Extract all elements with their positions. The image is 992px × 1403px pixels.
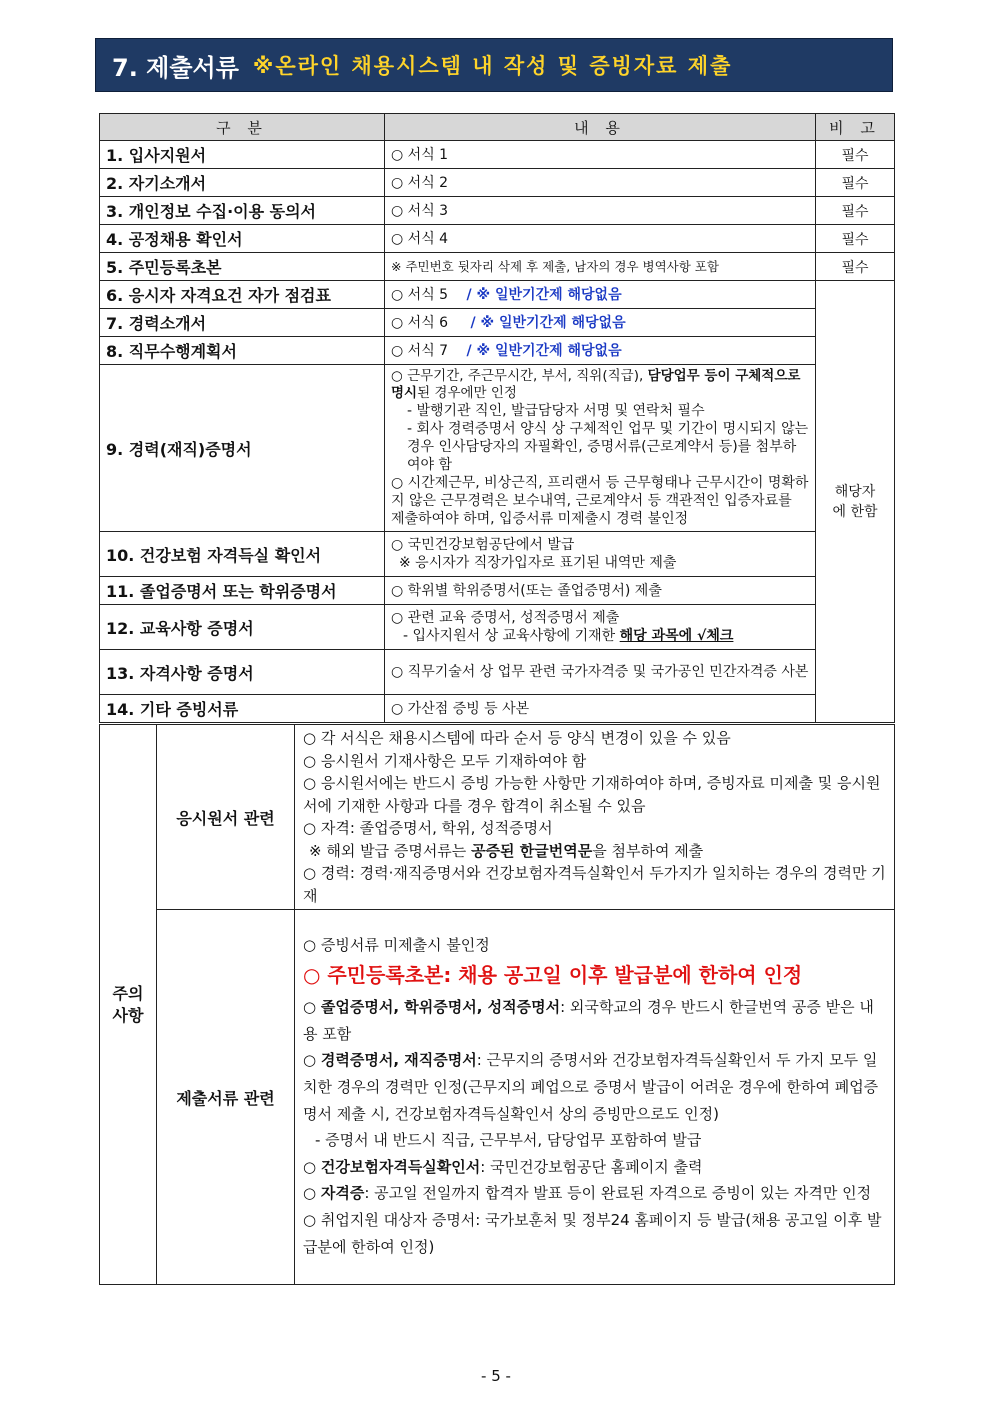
row-label: 5. 주민등록초본 bbox=[100, 253, 385, 281]
row-content: ○ 서식 2 bbox=[385, 169, 816, 197]
row-label: 10. 건강보험 자격득실 확인서 bbox=[100, 532, 385, 577]
row-content: ○ 국민건강보험공단에서 발급 ※ 응시자가 직장가입자로 표기된 내역만 제출 bbox=[385, 532, 816, 577]
merged-remark: 해당자에 한함 bbox=[816, 281, 895, 723]
page-number: - 5 - bbox=[481, 1367, 511, 1385]
row-content: ○ 관련 교육 증명서, 성적증명서 제출 - 입사지원서 상 교육사항에 기재한 해당 과목에 √체크 bbox=[385, 605, 816, 650]
table-row bbox=[100, 169, 895, 197]
row-content bbox=[385, 337, 816, 365]
row-label: 6. 응시자 자격요건 자가 점검표 bbox=[100, 281, 385, 309]
table-row bbox=[100, 532, 895, 577]
exemption-note: / ※ 일반기간제 해당없음 bbox=[470, 314, 626, 331]
row-label: 3. 개인정보 수집·이용 동의서 bbox=[100, 197, 385, 225]
row-label: 7. 경력소개서 bbox=[100, 309, 385, 337]
row-content: ※ 주민번호 뒷자리 삭제 후 제출, 남자의 경우 병역사항 포함 bbox=[385, 253, 816, 281]
table-row bbox=[100, 225, 895, 253]
notes-table bbox=[99, 724, 895, 1285]
row-label: 9. 경력(재직)증명서 bbox=[100, 365, 385, 532]
header-remark: 비 고 bbox=[816, 114, 895, 141]
table-row bbox=[100, 605, 895, 650]
form-ref: ○ 서식 7 bbox=[391, 342, 449, 359]
row-content: ○ 서식 4 bbox=[385, 225, 816, 253]
notes-row-application bbox=[100, 725, 895, 910]
table-row bbox=[100, 695, 895, 723]
table-row bbox=[100, 309, 895, 337]
table-row bbox=[100, 650, 895, 695]
row-label: 2. 자기소개서 bbox=[100, 169, 385, 197]
form-ref: ○ 서식 5 bbox=[391, 286, 449, 303]
row-remark: 필수 bbox=[816, 169, 895, 197]
exemption-note: / ※ 일반기간제 해당없음 bbox=[466, 342, 622, 359]
document-notes: ○ 증빙서류 미제출시 불인정 ○ 주민등록초본: 채용 공고일 이후 발급분에 한하여 인정 ○ 졸업증명서, 학위증명서, 성적증명서: 외국학교의 경우 반드시 한글번역 공증 받은 내용 포함 ○ 경력증명서, 재직증명서: 근무지의 증명서와 건강보험자격득실확인서 두 가지 모두 일치한 경우의 경력만 인정(근무지의 폐업으로 증명서 발급이 어려운 경우에 한하여 폐업증명서 제출 시, 건강보험자격득실확인서 상의 증빙만으로도 인정) - 증명서 내 반드시 직급, 근무부서, 담당업무 포함하여 발급 ○ 건강보험자격득실확인서: 국민건강보험공단 홈페이지 출력 ○ 자격증: 공고일 전일까지 합격자 발표 등이 완료된 자격으로 증빙이 있는 자격만 인정 ○ 취업지원 대상자 증명서: 국가보훈처 및 정부24 홈페이지 등 발급(채용 공고일 이후 발급분에 한하여 인정) bbox=[295, 910, 895, 1285]
row-content bbox=[385, 281, 816, 309]
row-remark: 필수 bbox=[816, 141, 895, 169]
row-label: 12. 교육사항 증명서 bbox=[100, 605, 385, 650]
row-label: 14. 기타 증빙서류 bbox=[100, 695, 385, 723]
row-label: 1. 입사지원서 bbox=[100, 141, 385, 169]
row-content: ○ 가산점 증빙 등 사본 bbox=[385, 695, 816, 723]
row-content: ○ 직무기술서 상 업무 관련 국가자격증 및 국가공인 민간자격증 사본 bbox=[385, 650, 816, 695]
row-remark: 필수 bbox=[816, 197, 895, 225]
notes-row-documents bbox=[100, 910, 895, 1285]
table-row bbox=[100, 141, 895, 169]
table-row bbox=[100, 253, 895, 281]
table-row bbox=[100, 577, 895, 605]
table-header-row bbox=[100, 114, 895, 141]
application-notes-label: 응시원서 관련 bbox=[157, 725, 295, 910]
row-label: 13. 자격사항 증명서 bbox=[100, 650, 385, 695]
resident-cert-warning: ○ 주민등록초본: 채용 공고일 이후 발급분에 한하여 인정 bbox=[303, 963, 803, 988]
section-title: 7. 제출서류 bbox=[112, 53, 239, 82]
table-row bbox=[100, 281, 895, 309]
header-content: 내 용 bbox=[385, 114, 816, 141]
table-row bbox=[100, 337, 895, 365]
row-content: ○ 서식 1 bbox=[385, 141, 816, 169]
career-cert-condition: ○ 근무기간, 주근무시간, 부서, 직위(직급), 담당업무 등이 구체적으로 명시된 경우에만 인정 bbox=[391, 368, 801, 401]
table-row bbox=[100, 197, 895, 225]
row-remark: 필수 bbox=[816, 225, 895, 253]
career-cert-line: ○ 시간제근무, 비상근직, 프리랜서 등 근무형태나 근무시간이 명확하지 않은 근무경력은 보수내역, 근로계약서 등 객관적인 입증자료를 제출하여야 하며, 입증서류 미제출시 경력 불인정 bbox=[391, 475, 809, 527]
document-notes-label: 제출서류 관련 bbox=[157, 910, 295, 1285]
row-content bbox=[385, 309, 816, 337]
documents-table bbox=[99, 113, 895, 723]
row-content: ○ 서식 3 bbox=[385, 197, 816, 225]
section-subtitle: ※온라인 채용시스템 내 작성 및 증빙자료 제출 bbox=[252, 54, 733, 78]
row-content bbox=[385, 365, 816, 532]
table-row bbox=[100, 365, 895, 532]
form-ref: ○ 서식 6 bbox=[391, 314, 449, 331]
row-content: ○ 학위별 학위증명서(또는 졸업증명서) 제출 bbox=[385, 577, 816, 605]
career-cert-line: - 회사 경력증명서 양식 상 구체적인 업무 및 기간이 명시되지 않는 경우 인사담당자의 자필확인, 증명서류(근로계약서 등)를 첨부하여야 함 bbox=[407, 421, 809, 473]
career-cert-line: - 발행기관 직인, 발급담당자 서명 및 연락처 필수 bbox=[407, 403, 705, 419]
row-label: 4. 공정채용 확인서 bbox=[100, 225, 385, 253]
header-category: 구 분 bbox=[100, 114, 385, 141]
exemption-note: / ※ 일반기간제 해당없음 bbox=[466, 286, 622, 303]
row-label: 8. 직무수행계획서 bbox=[100, 337, 385, 365]
notes-heading: 주의 사항 bbox=[100, 725, 157, 1285]
application-notes: ○ 각 서식은 채용시스템에 따라 순서 등 양식 변경이 있을 수 있음 ○ 응시원서 기재사항은 모두 기재하여야 함 ○ 응시원서에는 반드시 증빙 가능한 사항만 기재하여야 하며, 증빙자료 미제출 및 응시원서에 기재한 사항과 다를 경우 합격이 취소될 수 있음 ○ 자격: 졸업증명서, 학위, 성적증명서 ※ 해외 발급 증명서류는 공증된 한글번역문을 첨부하여 제출 ○ 경력: 경력·재직증명서와 건강보험자격득실확인서 두가지가 일치하는 경우의 경력만 기재 bbox=[295, 725, 895, 910]
row-label: 11. 졸업증명서 또는 학위증명서 bbox=[100, 577, 385, 605]
section-banner bbox=[95, 38, 893, 92]
row-remark: 필수 bbox=[816, 253, 895, 281]
